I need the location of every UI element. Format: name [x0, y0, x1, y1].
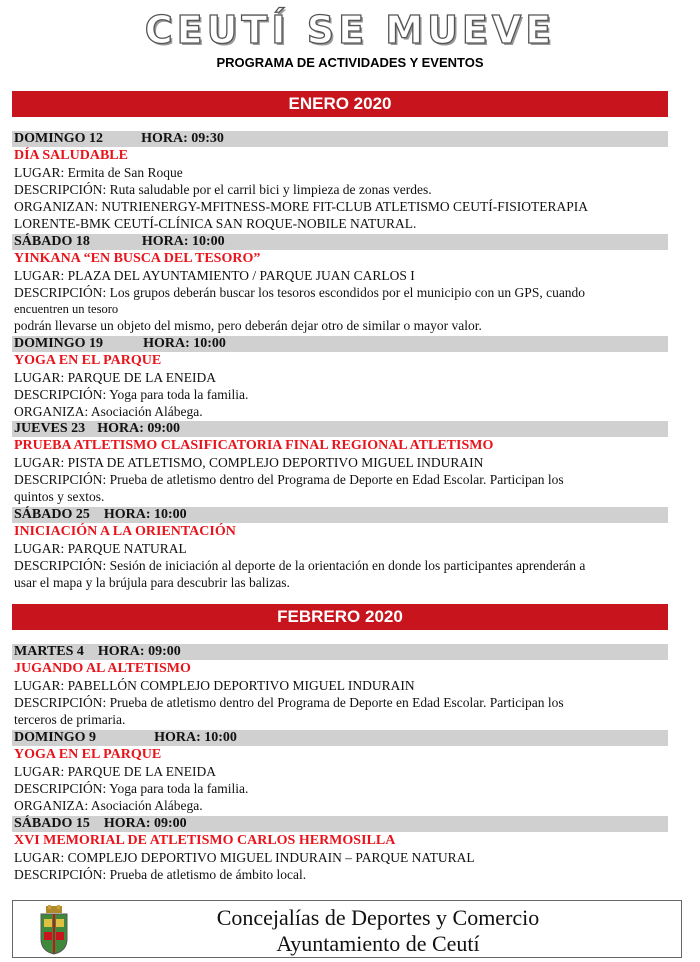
event-description: DESCRIPCIÓN: Prueba de atletismo dentro del Programa de Deporte en Edad Escolar. Participan los [14, 472, 564, 487]
event-date-row [12, 644, 668, 660]
event-description: DESCRIPCIÓN: Prueba de atletismo dentro del Programa de Deporte en Edad Escolar. Participan los [14, 695, 564, 710]
event-description: DESCRIPCIÓN: Yoga para toda la familia. [14, 781, 249, 796]
event-item [12, 421, 668, 505]
event-time: HORA: 09:00 [97, 421, 181, 436]
event-title: YINKANA “EN BUSCA DEL TESORO” [14, 251, 261, 266]
event-day: DOMINGO 9 [14, 730, 97, 745]
event-description-cont: terceros de primaria. [14, 712, 126, 727]
event-place: LUGAR: Ermita de San Roque [14, 165, 183, 180]
event-time: HORA: 10:00 [143, 336, 226, 351]
month-header-enero: ENERO 2020 [12, 91, 668, 117]
footer-box [12, 900, 682, 958]
footer-city-council: Ayuntamiento de Ceutí [276, 931, 480, 956]
event-time: HORA: 09:00 [97, 644, 181, 659]
event-date-row [12, 234, 668, 250]
event-description-cont: podrán llevarse un objeto del mismo, pero deberán dejar otro de similar o mayor valor. [14, 318, 482, 333]
event-description: DESCRIPCIÓN: Sesión de iniciación al deporte de la orientación en donde los participantes aprenderán a [14, 558, 586, 573]
event-title: JUGANDO AL ALTETISMO [14, 661, 191, 676]
page-title: CEUTÍ SE MUEVE [144, 8, 556, 52]
event-date-row [12, 507, 668, 523]
event-title: YOGA EN EL PARQUE [14, 353, 162, 368]
event-date-row [12, 816, 668, 832]
event-day: SÁBADO 18 [14, 234, 90, 249]
event-time: HORA: 09:30 [141, 131, 224, 146]
coat-of-arms-icon [37, 905, 71, 955]
event-time: HORA: 09:00 [103, 816, 187, 831]
event-organizers-cont: LORENTE-BMK CEUTÍ-CLÍNICA SAN ROQUE-NOBILE NATURAL. [14, 216, 417, 231]
event-place: LUGAR: COMPLEJO DEPORTIVO MIGUEL INDURAIN – PARQUE NATURAL [14, 850, 475, 865]
event-organizers: ORGANIZA: Asociación Alábega. [14, 404, 203, 419]
event-date-row [12, 131, 668, 147]
event-place: LUGAR: PLAZA DEL AYUNTAMIENTO / PARQUE JUAN CARLOS I [14, 268, 415, 283]
event-description: DESCRIPCIÓN: Los grupos deberán buscar los tesoros escondidos por el municipio con un GPS, cuando [14, 285, 586, 300]
event-organizers: ORGANIZAN: NUTRIENERGY-MFITNESS-MORE FIT-CLUB ATLETISMO CEUTÍ-FISIOTERAPIA [14, 199, 589, 214]
event-time: HORA: 10:00 [141, 234, 225, 249]
event-description-cont: encuentren un tesoro [14, 302, 119, 316]
event-time: HORA: 10:00 [154, 730, 237, 745]
event-place: LUGAR: PARQUE NATURAL [14, 541, 187, 556]
event-title: YOGA EN EL PARQUE [14, 747, 162, 762]
event-date-row [12, 421, 668, 437]
event-place: LUGAR: PARQUE DE LA ENEIDA [14, 370, 216, 385]
event-day: SÁBADO 15 [14, 816, 90, 831]
event-title: XVI MEMORIAL DE ATLETISMO CARLOS HERMOSILLA [14, 833, 396, 848]
footer-department: Concejalías de Deportes y Comercio [216, 905, 540, 930]
event-date-row [12, 730, 668, 746]
month-header-febrero: FEBRERO 2020 [12, 604, 668, 630]
event-day: JUEVES 23 [14, 421, 86, 436]
event-item [12, 644, 668, 728]
event-place: LUGAR: PISTA DE ATLETISMO, COMPLEJO DEPORTIVO MIGUEL INDURAIN [14, 455, 484, 470]
event-item [12, 234, 668, 334]
event-description: DESCRIPCIÓN: Ruta saludable por el carril bici y limpieza de zonas verdes. [14, 182, 432, 197]
event-time: HORA: 10:00 [103, 507, 187, 522]
event-date-row [12, 336, 668, 352]
event-item [12, 730, 668, 814]
event-item [12, 816, 668, 883]
event-description: DESCRIPCIÓN: Yoga para toda la familia. [14, 387, 249, 402]
event-description-cont: quintos y sextos. [14, 489, 105, 504]
event-organizers: ORGANIZA: Asociación Alábega. [14, 798, 203, 813]
event-item [12, 507, 668, 591]
event-place: LUGAR: PARQUE DE LA ENEIDA [14, 764, 216, 779]
event-item [12, 131, 668, 232]
event-day: SÁBADO 25 [14, 507, 90, 522]
event-day: DOMINGO 19 [14, 336, 104, 351]
event-title: DÍA SALUDABLE [14, 148, 128, 163]
event-description-cont: usar el mapa y la brújula para descubrir las balizas. [14, 575, 290, 590]
event-day: DOMINGO 12 [14, 131, 104, 146]
event-place: LUGAR: PABELLÓN COMPLEJO DEPORTIVO MIGUEL INDURAIN [14, 678, 415, 693]
page-subtitle: PROGRAMA DE ACTIVIDADES Y EVENTOS [216, 55, 484, 70]
event-item [12, 336, 668, 420]
event-day: MARTES 4 [14, 644, 84, 659]
event-title: INICIACIÓN A LA ORIENTACIÓN [14, 524, 236, 539]
event-title: PRUEBA ATLETISMO CLASIFICATORIA FINAL REGIONAL ATLETISMO [14, 438, 494, 453]
event-description: DESCRIPCIÓN: Prueba de atletismo de ámbito local. [14, 867, 307, 882]
